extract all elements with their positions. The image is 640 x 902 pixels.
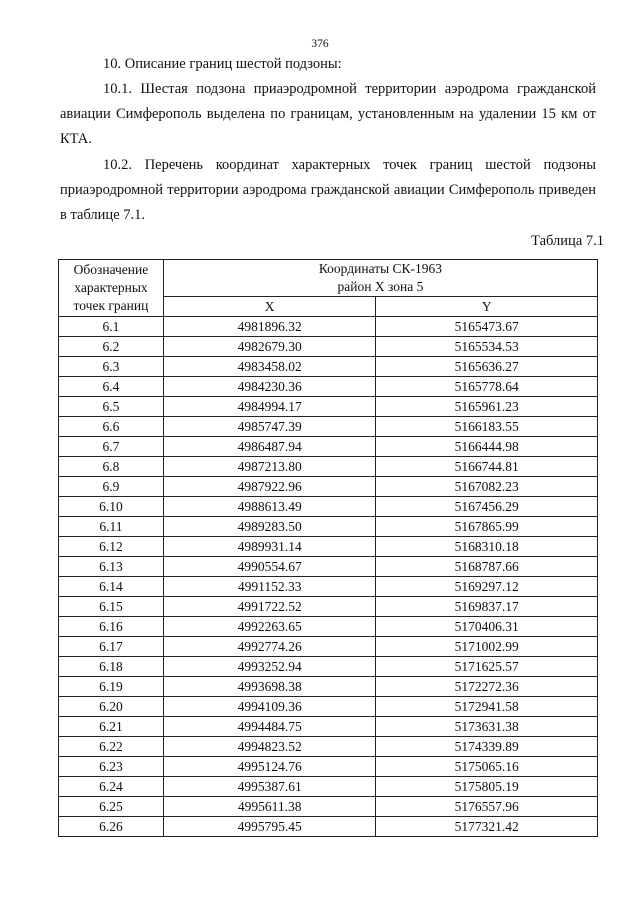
header-row-top bbox=[59, 260, 598, 297]
y-cell: 5172941.58 bbox=[376, 697, 598, 717]
coordinates-table bbox=[58, 259, 598, 837]
table-row bbox=[59, 517, 598, 537]
x-cell: 4994484.75 bbox=[163, 717, 376, 737]
point-cell: 6.3 bbox=[59, 357, 164, 377]
header-point-line3: точек границ bbox=[73, 298, 149, 313]
x-cell: 4992774.26 bbox=[163, 637, 376, 657]
y-cell: 5165534.53 bbox=[376, 337, 598, 357]
x-cell: 4990554.67 bbox=[163, 557, 376, 577]
x-cell: 4995795.45 bbox=[163, 817, 376, 837]
x-cell: 4994823.52 bbox=[163, 737, 376, 757]
x-cell: 4993252.94 bbox=[163, 657, 376, 677]
point-cell: 6.6 bbox=[59, 417, 164, 437]
header-coord-line2: район Х зона 5 bbox=[337, 279, 424, 294]
table-row bbox=[59, 377, 598, 397]
point-cell: 6.14 bbox=[59, 577, 164, 597]
x-cell: 4995611.38 bbox=[163, 797, 376, 817]
table-row bbox=[59, 697, 598, 717]
x-cell: 4995124.76 bbox=[163, 757, 376, 777]
y-cell: 5171625.57 bbox=[376, 657, 598, 677]
table-row bbox=[59, 317, 598, 337]
x-cell: 4983458.02 bbox=[163, 357, 376, 377]
y-cell: 5175065.16 bbox=[376, 757, 598, 777]
table-row bbox=[59, 777, 598, 797]
point-cell: 6.25 bbox=[59, 797, 164, 817]
section-heading: 10. Описание границ шестой подзоны: bbox=[103, 56, 342, 72]
table-row bbox=[59, 457, 598, 477]
header-x: X bbox=[163, 297, 376, 317]
x-cell: 4989283.50 bbox=[163, 517, 376, 537]
y-cell: 5170406.31 bbox=[376, 617, 598, 637]
table-row bbox=[59, 577, 598, 597]
point-cell: 6.16 bbox=[59, 617, 164, 637]
table-row bbox=[59, 717, 598, 737]
x-cell: 4982679.30 bbox=[163, 337, 376, 357]
y-cell: 5165778.64 bbox=[376, 377, 598, 397]
point-cell: 6.10 bbox=[59, 497, 164, 517]
table-row bbox=[59, 737, 598, 757]
paragraph-10-2: 10.2. Перечень координат характерных точек границ шестой подзоны приаэродромной территории аэродрома гражданской авиации Симферополь приведен в таблице 7.1. bbox=[60, 157, 596, 223]
point-cell: 6.5 bbox=[59, 397, 164, 417]
x-cell: 4984994.17 bbox=[163, 397, 376, 417]
point-cell: 6.12 bbox=[59, 537, 164, 557]
table-row bbox=[59, 637, 598, 657]
x-cell: 4988613.49 bbox=[163, 497, 376, 517]
table-row bbox=[59, 557, 598, 577]
table-row bbox=[59, 617, 598, 637]
x-cell: 4987213.80 bbox=[163, 457, 376, 477]
point-cell: 6.15 bbox=[59, 597, 164, 617]
y-cell: 5165473.67 bbox=[376, 317, 598, 337]
table-row bbox=[59, 497, 598, 517]
y-cell: 5172272.36 bbox=[376, 677, 598, 697]
header-point-designation bbox=[59, 260, 164, 317]
y-cell: 5168310.18 bbox=[376, 537, 598, 557]
x-cell: 4993698.38 bbox=[163, 677, 376, 697]
table-row bbox=[59, 537, 598, 557]
point-cell: 6.17 bbox=[59, 637, 164, 657]
y-cell: 5174339.89 bbox=[376, 737, 598, 757]
table-row bbox=[59, 597, 598, 617]
table-row bbox=[59, 437, 598, 457]
point-cell: 6.19 bbox=[59, 677, 164, 697]
point-cell: 6.11 bbox=[59, 517, 164, 537]
point-cell: 6.23 bbox=[59, 757, 164, 777]
point-cell: 6.7 bbox=[59, 437, 164, 457]
header-coordinates bbox=[163, 260, 597, 297]
table-header bbox=[59, 260, 598, 317]
table-row bbox=[59, 357, 598, 377]
x-cell: 4994109.36 bbox=[163, 697, 376, 717]
table-row bbox=[59, 417, 598, 437]
y-cell: 5165636.27 bbox=[376, 357, 598, 377]
point-cell: 6.9 bbox=[59, 477, 164, 497]
y-cell: 5177321.42 bbox=[376, 817, 598, 837]
point-cell: 6.21 bbox=[59, 717, 164, 737]
table-row bbox=[59, 657, 598, 677]
table-row bbox=[59, 797, 598, 817]
point-cell: 6.8 bbox=[59, 457, 164, 477]
point-cell: 6.4 bbox=[59, 377, 164, 397]
x-cell: 4991152.33 bbox=[163, 577, 376, 597]
y-cell: 5168787.66 bbox=[376, 557, 598, 577]
table-body bbox=[59, 317, 598, 837]
y-cell: 5166744.81 bbox=[376, 457, 598, 477]
y-cell: 5176557.96 bbox=[376, 797, 598, 817]
y-cell: 5166444.98 bbox=[376, 437, 598, 457]
point-cell: 6.20 bbox=[59, 697, 164, 717]
point-cell: 6.2 bbox=[59, 337, 164, 357]
y-cell: 5167456.29 bbox=[376, 497, 598, 517]
table-row bbox=[59, 757, 598, 777]
y-cell: 5166183.55 bbox=[376, 417, 598, 437]
y-cell: 5173631.38 bbox=[376, 717, 598, 737]
point-cell: 6.18 bbox=[59, 657, 164, 677]
y-cell: 5169837.17 bbox=[376, 597, 598, 617]
page-number: 376 bbox=[311, 38, 329, 50]
x-cell: 4995387.61 bbox=[163, 777, 376, 797]
table-row bbox=[59, 477, 598, 497]
x-cell: 4992263.65 bbox=[163, 617, 376, 637]
x-cell: 4991722.52 bbox=[163, 597, 376, 617]
table-row bbox=[59, 677, 598, 697]
y-cell: 5165961.23 bbox=[376, 397, 598, 417]
x-cell: 4981896.32 bbox=[163, 317, 376, 337]
header-point-line1: Обозначение bbox=[73, 262, 149, 277]
header-y: Y bbox=[376, 297, 598, 317]
y-cell: 5167082.23 bbox=[376, 477, 598, 497]
y-cell: 5171002.99 bbox=[376, 637, 598, 657]
y-cell: 5175805.19 bbox=[376, 777, 598, 797]
header-point-line2: характерных bbox=[74, 280, 148, 295]
y-cell: 5167865.99 bbox=[376, 517, 598, 537]
table-row bbox=[59, 337, 598, 357]
paragraph-10-1: 10.1. Шестая подзона приаэродромной территории аэродрома гражданской авиации Симферополь выделена по границам, установленным на удалении 15 км от КТА. bbox=[60, 81, 596, 147]
table-row bbox=[59, 397, 598, 417]
x-cell: 4987922.96 bbox=[163, 477, 376, 497]
point-cell: 6.24 bbox=[59, 777, 164, 797]
x-cell: 4989931.14 bbox=[163, 537, 376, 557]
table-row bbox=[59, 817, 598, 837]
point-cell: 6.26 bbox=[59, 817, 164, 837]
x-cell: 4986487.94 bbox=[163, 437, 376, 457]
point-cell: 6.1 bbox=[59, 317, 164, 337]
header-coord-line1: Координаты СК-1963 bbox=[318, 261, 443, 276]
y-cell: 5169297.12 bbox=[376, 577, 598, 597]
table-caption: Таблица 7.1 bbox=[531, 233, 604, 249]
x-cell: 4984230.36 bbox=[163, 377, 376, 397]
x-cell: 4985747.39 bbox=[163, 417, 376, 437]
point-cell: 6.22 bbox=[59, 737, 164, 757]
point-cell: 6.13 bbox=[59, 557, 164, 577]
